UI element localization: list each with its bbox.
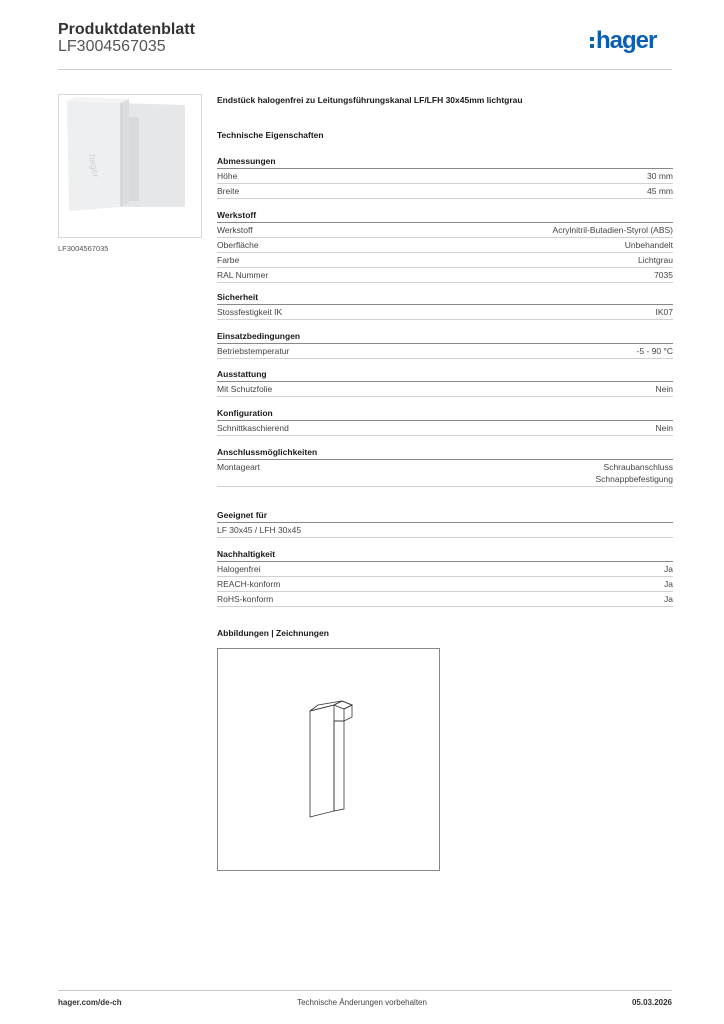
table-row: [217, 224, 673, 238]
table-row: [217, 524, 673, 538]
section-konfiguration: [217, 408, 673, 436]
table-row: [217, 306, 673, 320]
row-label: Schnittkaschierend: [217, 423, 289, 433]
table-row: [217, 239, 673, 253]
row-label: Betriebstemperatur: [217, 346, 290, 356]
table-row: [217, 269, 673, 283]
row-value: -5 - 90 °C: [636, 346, 673, 356]
document-title: Produktdatenblatt: [58, 21, 195, 38]
product-description: Endstück halogenfrei zu Leitungsführungskanal LF/LFH 30x45mm lichtgrau: [217, 95, 523, 105]
row-value: Ja: [664, 579, 673, 589]
section-sicherheit: [217, 292, 673, 320]
row-value: Ja: [664, 564, 673, 574]
row-label: Mit Schutzfolie: [217, 384, 273, 394]
section-nachhaltigkeit: [217, 549, 673, 607]
row-label: LF 30x45 / LFH 30x45: [217, 525, 302, 535]
row-label: Breite: [217, 186, 240, 196]
row-value: 30 mm: [647, 171, 673, 181]
row-label: Oberfläche: [217, 240, 259, 250]
row-value: [595, 461, 673, 485]
section-title: Werkstoff: [217, 210, 673, 223]
section-title: Geeignet für: [217, 510, 673, 523]
footer-date: 05.03.2026: [631, 998, 672, 1007]
section-title: Anschlussmöglichkeiten: [217, 447, 673, 460]
section-title: Nachhaltigkeit: [217, 549, 673, 562]
footer-notice: Technische Änderungen vorbehalten: [297, 998, 427, 1007]
logo-dots-icon: [590, 37, 595, 51]
logo-text: hager: [596, 27, 657, 54]
row-value: Lichtgrau: [638, 255, 673, 265]
row-value: Nein: [655, 384, 673, 394]
section-geeignet-fuer: [217, 510, 673, 538]
row-value-line: Schraubanschluss: [603, 462, 673, 472]
table-row: [217, 461, 673, 487]
row-value: 7035: [654, 270, 673, 280]
row-value: IK07: [655, 307, 673, 317]
section-ausstattung: [217, 369, 673, 397]
section-title: Abmessungen: [217, 156, 673, 169]
technical-properties-heading: Technische Eigenschaften: [217, 130, 324, 140]
table-row: [217, 578, 673, 592]
section-title: Sicherheit: [217, 292, 673, 305]
row-label: Halogenfrei: [217, 564, 261, 574]
section-werkstoff: [217, 210, 673, 283]
table-row: [217, 422, 673, 436]
section-title: Ausstattung: [217, 369, 673, 382]
section-title: Einsatzbedingungen: [217, 331, 673, 344]
row-value: Nein: [655, 423, 673, 433]
row-value: Acrylnitril-Butadien-Styrol (ABS): [552, 225, 673, 235]
footer-divider: [58, 990, 672, 991]
section-einsatzbedingungen: [217, 331, 673, 359]
row-value: Unbehandelt: [624, 240, 673, 250]
row-label: REACH-konform: [217, 579, 281, 589]
row-value: Ja: [664, 594, 673, 604]
header-divider: [58, 69, 672, 70]
table-row: [217, 254, 673, 268]
table-row: [217, 345, 673, 359]
table-row: [217, 383, 673, 397]
row-label: Höhe: [217, 171, 238, 181]
drawings-heading: Abbildungen | Zeichnungen: [217, 628, 329, 638]
row-label: RAL Nummer: [217, 270, 269, 280]
row-label: Stossfestigkeit IK: [217, 307, 283, 317]
section-anschlussmoeglichkeiten: [217, 447, 673, 487]
table-row: [217, 185, 673, 199]
technical-drawing: [217, 648, 440, 871]
row-label: RoHS-konform: [217, 594, 274, 604]
footer-website: hager.com/de-ch: [58, 998, 122, 1007]
row-label: Farbe: [217, 255, 240, 265]
section-abmessungen: [217, 156, 673, 199]
row-label: Werkstoff: [217, 225, 253, 235]
product-image: [58, 94, 202, 238]
table-row: [217, 170, 673, 184]
row-label: Montageart: [217, 462, 260, 472]
product-number: LF3004567035: [58, 38, 166, 55]
row-value: 45 mm: [647, 186, 673, 196]
table-row: [217, 563, 673, 577]
svg-text:hager: hager: [87, 153, 101, 179]
table-row: [217, 593, 673, 607]
product-image-caption: LF3004567035: [58, 244, 109, 253]
section-title: Konfiguration: [217, 408, 673, 421]
row-value-line: Schnappbefestigung: [595, 474, 673, 484]
